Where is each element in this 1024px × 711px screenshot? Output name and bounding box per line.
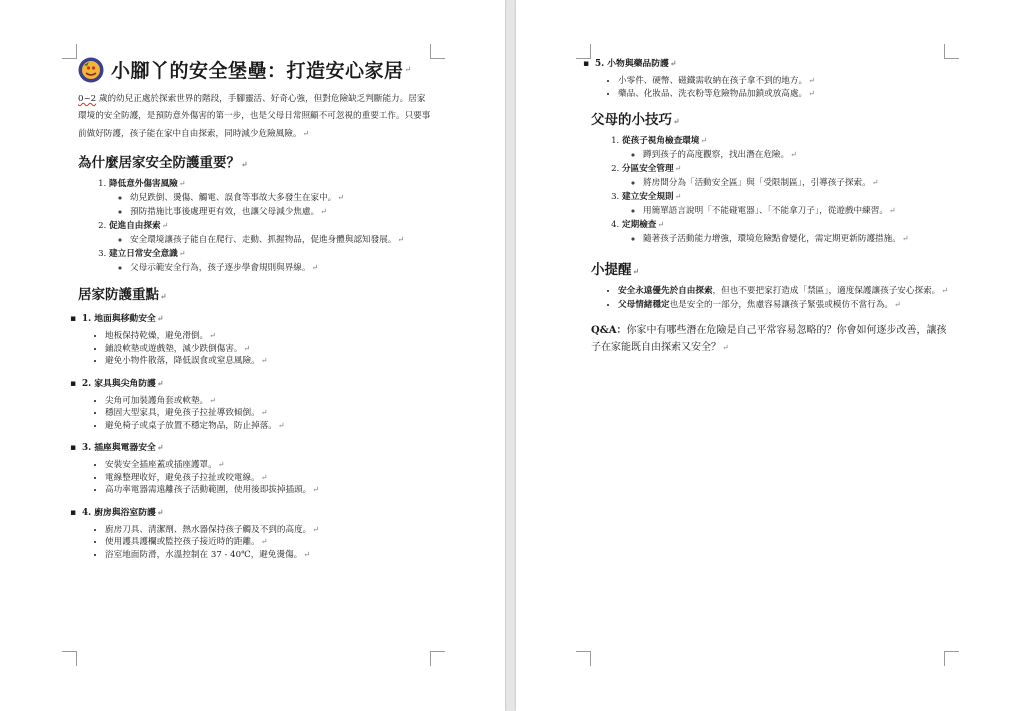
section-heading-furniture[interactable]: ▪ 2. 家具與尖角防護↵ [70, 377, 164, 389]
list-item[interactable]: • 安全永遠優先於自由探索，但也不要把家打造成「禁區」，適度保護讓孩子安心探索。↵ [618, 284, 951, 298]
crop-mark [62, 44, 77, 59]
section-heading-kitchen[interactable]: ▪ 4. 廚房與浴室防護↵ [70, 506, 164, 518]
section-heading-floor[interactable]: ▪ 1. 地面與移動安全↵ [70, 313, 164, 324]
page-2-content[interactable] [583, 56, 951, 366]
heading-why-important[interactable]: 為什麼居家安全防護重要？↵ [78, 155, 248, 171]
sub-list-item[interactable]: ◦ 父母示範安全行為，孩子逐步學會規則與界線。↵ [130, 261, 433, 275]
section-heading-small-items[interactable]: ▪ 5. 小物與藥品防護↵ [583, 58, 677, 69]
list-item[interactable]: 2. 促進自由探索↵ ◦ 安全環境讓孩子能自在爬行、走動、抓握物品，促進身體與認知發展。↵ [109, 219, 433, 247]
list-item[interactable]: 2. 分區安全管理↵ ◦ 將房間分為「活動安全區」與「受限制區」，引導孩子探索。↵ [622, 162, 951, 190]
heading-home-protection[interactable]: 居家防護重點↵ [78, 287, 167, 303]
sub-list-item[interactable]: ◦ 蹲到孩子的高度觀察，找出潛在危險。↵ [643, 148, 951, 162]
list-item[interactable]: • 廚房刀具、清潔劑、熱水器保持孩子觸及不到的高度。↵ [105, 524, 433, 537]
list-item[interactable]: • 鋪設軟墊或遊戲墊，減少跌倒傷害。↵ [105, 343, 433, 356]
list-item[interactable]: • 使用護具護欄或監控孩子接近時的距離。↵ [105, 536, 433, 549]
reminder-list [591, 284, 951, 312]
list-item[interactable]: • 浴室地面防滑，水溫控制在 37 - 40℃，避免燙傷。↵ [105, 549, 433, 562]
list-item[interactable]: 3. 建立安全規則↵ ◦ 用簡單語言說明「不能碰電器」、「不能拿刀子」，從遊戲中練習。↵ [622, 190, 951, 218]
crop-mark [576, 651, 591, 666]
list-item[interactable]: • 藥品、化妝品、洗衣粉等危險物品加鎖或放高處。↵ [618, 88, 951, 101]
sub-list-item[interactable]: ◦ 安全環境讓孩子能自在爬行、走動、抓握物品，促進身體與認知發展。↵ [130, 233, 433, 247]
page-1-content[interactable] [70, 56, 433, 569]
list-item[interactable]: • 小零件、硬幣、磁鐵需收納在孩子拿不到的地方。↵ [618, 75, 951, 88]
intro-paragraph[interactable]: 0~2 歲的幼兒正處於探索世界的階段，手腳靈活、好奇心強，但對危險缺乏判斷能力。居家環境的安全防護，是預防意外傷害的第一步，也是父母日常照顧不可忽視的重要工作。只要事前做好防護，孩子能在家中自由探索，同時減少危險風險。↵ [78, 94, 431, 139]
heading-parent-tips[interactable]: 父母的小技巧↵ [591, 112, 680, 128]
list-item[interactable]: • 父母情緒穩定也是安全的一部分，焦慮容易讓孩子緊張或模仿不當行為。↵ [618, 298, 951, 312]
kitchen-list [78, 524, 433, 562]
qa-paragraph[interactable]: Q&A：你家中有哪些潛在危險是自己平常容易忽略的？你會如何逐步改善，讓孩子在家能既自由探索又安全？↵ [591, 325, 947, 353]
document-page-2 [516, 0, 1024, 711]
crop-mark [430, 651, 445, 666]
sub-list-item[interactable]: ◦ 幼兒跌倒、燙傷、觸電、誤食等事故大多發生在家中。↵ [130, 191, 433, 205]
list-item[interactable]: 3. 建立日常安全意識↵ ◦ 父母示範安全行為，孩子逐步學會規則與界線。↵ [109, 247, 433, 275]
document-page-1 [0, 0, 505, 711]
spellcheck-underlined-text: 0~2 [78, 94, 97, 104]
list-item[interactable]: • 穩固大型家具，避免孩子拉扯導致傾倒。↵ [105, 407, 433, 420]
list-item[interactable]: • 電線整理收好，避免孩子拉扯或咬電線。↵ [105, 472, 433, 485]
list-item[interactable]: 4. 定期檢查↵ ◦ 隨著孩子活動能力增強，環境危險點會變化，需定期更新防護措施。↵ [622, 218, 951, 246]
sub-list-item[interactable]: ◦ 用簡單語言說明「不能碰電器」、「不能拿刀子」，從遊戲中練習。↵ [643, 204, 951, 218]
list-item[interactable]: • 安裝安全插座蓋或插座護罩。↵ [105, 459, 433, 472]
paragraph-mark: ↵ [404, 65, 412, 74]
list-item[interactable]: • 地板保持乾燥，避免滑倒。↵ [105, 330, 433, 343]
list-item[interactable]: • 高功率電器需遠離孩子活動範圍，使用後即拔掉插頭。↵ [105, 484, 433, 497]
why-list [78, 177, 433, 275]
furniture-list [78, 395, 433, 433]
list-item[interactable]: • 避免椅子或桌子放置不穩定物品，防止掉落。↵ [105, 420, 433, 433]
document-title[interactable]: 小腳丫的安全堡壘：打造安心家居 [111, 60, 404, 82]
list-item[interactable]: • 尖角可加裝護角套或軟墊。↵ [105, 395, 433, 408]
sub-list-item[interactable]: ◦ 將房間分為「活動安全區」與「受限制區」，引導孩子探索。↵ [643, 176, 951, 190]
crop-mark [62, 651, 77, 666]
title-row [78, 56, 433, 83]
electric-list [78, 459, 433, 497]
list-item[interactable]: 1. 降低意外傷害風險↵ ◦ 幼兒跌倒、燙傷、觸電、誤食等事故大多發生在家中。↵ ◦ 預防措施比事後處理更有效，也讓父母減少焦慮。↵ [109, 177, 433, 219]
heading-reminder[interactable]: 小提醒↵ [591, 262, 640, 278]
sub-list-item[interactable]: ◦ 隨著孩子活動能力增強，環境危險點會變化，需定期更新防護措施。↵ [643, 232, 951, 246]
sub-list-item[interactable]: ◦ 預防措施比事後處理更有效，也讓父母減少焦慮。↵ [130, 205, 433, 219]
tips-list [591, 134, 951, 246]
floor-list [78, 330, 433, 368]
toddler-avatar-icon [78, 57, 104, 83]
section-heading-electric[interactable]: ▪ 3. 插座與電器安全↵ [70, 442, 164, 453]
list-item[interactable]: 1. 從孩子視角檢查環境↵ ◦ 蹲到孩子的高度觀察，找出潛在危險。↵ [622, 134, 951, 162]
crop-mark [944, 651, 959, 666]
small-items-list [591, 75, 951, 100]
list-item[interactable]: • 避免小物件散落，降低誤食或窒息風險。↵ [105, 355, 433, 368]
